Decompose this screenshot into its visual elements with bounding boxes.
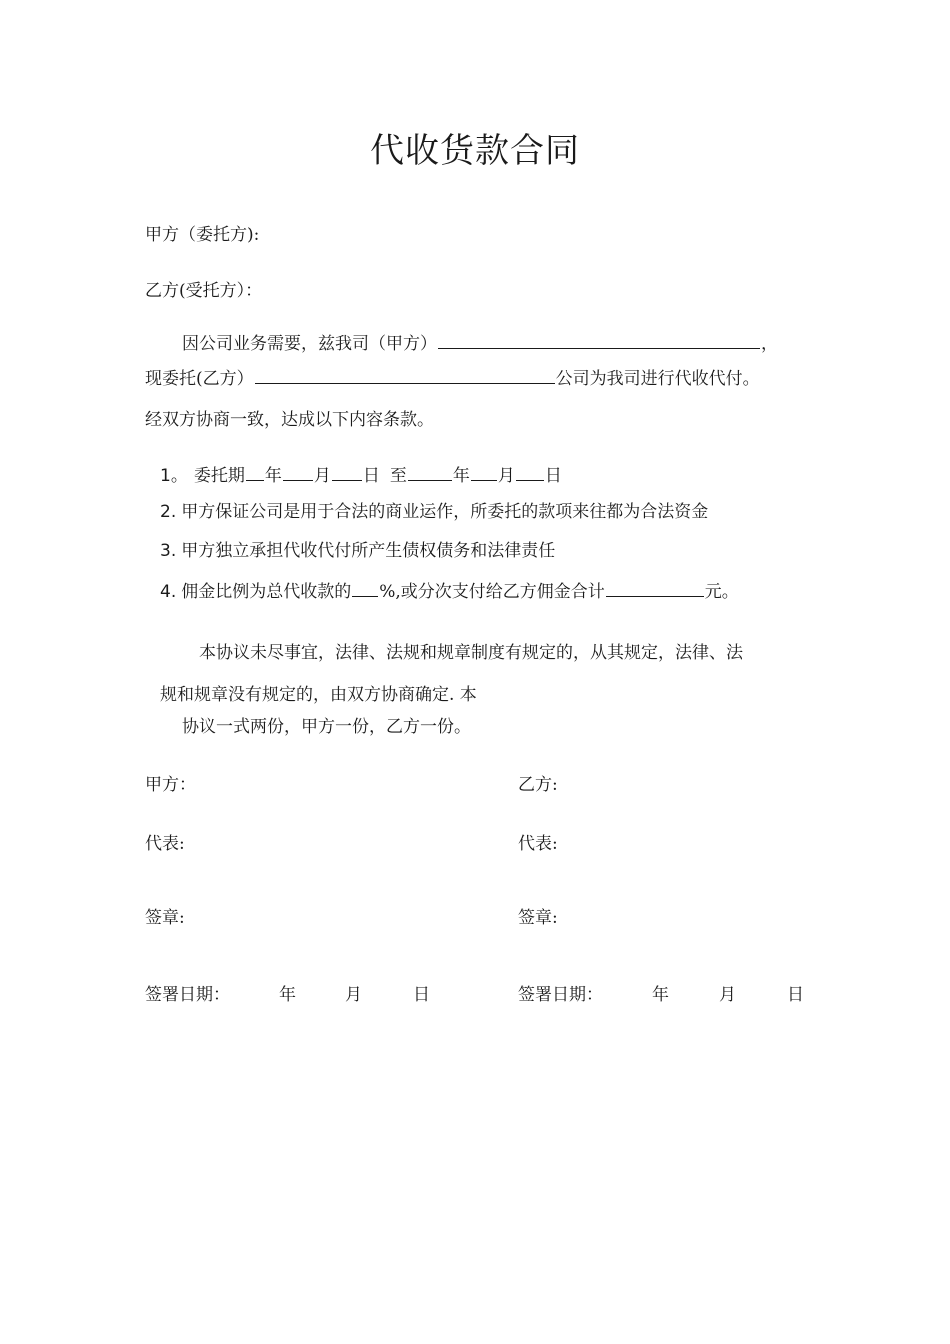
closing-line-1: 本协议未尽事宜，法律、法规和规章制度有规定的，从其规定，法律、法 bbox=[199, 643, 743, 663]
sign-party-a-month: 月 bbox=[345, 985, 362, 1005]
sign-party-b-year: 年 bbox=[652, 985, 669, 1005]
party-b-line: 乙方(受托方）： bbox=[145, 281, 263, 301]
clause-1-month: 月 bbox=[313, 466, 331, 486]
end-year-blank[interactable] bbox=[408, 464, 452, 481]
clause-4-text-c: 元。 bbox=[704, 582, 739, 602]
sign-party-a: 甲方： bbox=[145, 775, 196, 795]
start-month-blank[interactable] bbox=[283, 464, 313, 481]
closing-line-3: 协议一式两份，甲方一份，乙方一份。 bbox=[182, 717, 471, 737]
commission-total-blank[interactable] bbox=[606, 580, 704, 597]
sign-party-a-seal: 签章: bbox=[145, 908, 185, 928]
sign-party-b: 乙方: bbox=[518, 775, 558, 795]
commission-rate-blank[interactable] bbox=[352, 580, 378, 597]
clause-1 bbox=[160, 464, 562, 487]
clause-2 bbox=[160, 501, 708, 523]
end-month-blank[interactable] bbox=[471, 464, 497, 481]
sign-party-a-date bbox=[145, 984, 230, 1006]
clause-4 bbox=[160, 580, 739, 603]
clause-1-year2: 年 bbox=[452, 466, 470, 486]
end-day-blank[interactable] bbox=[516, 464, 544, 481]
intro-line-1-text: 因公司业务需要，兹我司（甲方） bbox=[182, 334, 437, 354]
clause-1-to: 至 bbox=[389, 466, 407, 486]
sign-party-a-rep: 代表: bbox=[145, 834, 185, 854]
sign-party-b-date bbox=[518, 984, 603, 1006]
sign-party-a-day: 日 bbox=[413, 985, 430, 1005]
clause-4-number: 4. bbox=[160, 582, 177, 602]
clause-1-dot: 。 bbox=[170, 466, 188, 486]
party-a-line: 甲方（委托方): bbox=[145, 225, 260, 245]
company-b-blank[interactable] bbox=[255, 367, 555, 384]
sign-party-b-rep: 代表: bbox=[518, 834, 558, 854]
start-year-blank[interactable] bbox=[246, 464, 264, 481]
clause-1-year: 年 bbox=[264, 466, 282, 486]
clause-2-number: 2. bbox=[160, 502, 177, 522]
intro-line-3: 经双方协商一致，达成以下内容条款。 bbox=[145, 410, 434, 430]
clause-4-text-b: %,或分次支付给乙方佣金合计 bbox=[379, 582, 605, 602]
document-title: 代收货款合同 bbox=[370, 131, 580, 171]
sign-party-b-day: 日 bbox=[787, 985, 804, 1005]
sign-party-b-month: 月 bbox=[719, 985, 736, 1005]
clause-3-number: 3. bbox=[160, 541, 177, 561]
clause-3-text: 甲方独立承担代收代付所产生债权债务和法律责任 bbox=[181, 541, 556, 561]
closing-line-2: 规和规章没有规定的，由双方协商确定. 本 bbox=[160, 685, 477, 705]
sign-party-a-year: 年 bbox=[279, 985, 296, 1005]
sign-party-b-date-label: 签署日期： bbox=[518, 985, 603, 1005]
clause-2-text: 甲方保证公司是用于合法的商业运作，所委托的款项来往都为合法资金 bbox=[181, 502, 709, 522]
sign-party-a-date-label: 签署日期： bbox=[145, 985, 230, 1005]
clause-4-text-a: 佣金比例为总代收款的 bbox=[181, 582, 352, 602]
company-a-blank[interactable] bbox=[438, 332, 760, 349]
intro-line-1-end: ， bbox=[761, 334, 778, 354]
clause-1-day: 日 bbox=[362, 466, 380, 486]
clause-1-day2: 日 bbox=[544, 466, 562, 486]
intro-line-1 bbox=[182, 332, 778, 355]
intro-line-2-end: 公司为我司进行代收代付。 bbox=[555, 369, 760, 389]
clause-1-month2: 月 bbox=[497, 466, 515, 486]
clause-3 bbox=[160, 540, 555, 562]
clause-1-number: 1 bbox=[160, 466, 171, 486]
sign-party-b-seal: 签章: bbox=[518, 908, 558, 928]
intro-line-2-start: 现委托(乙方） bbox=[145, 369, 254, 389]
start-day-blank[interactable] bbox=[332, 464, 362, 481]
intro-line-2 bbox=[145, 367, 760, 390]
clause-1-label: 委托期 bbox=[193, 466, 245, 486]
